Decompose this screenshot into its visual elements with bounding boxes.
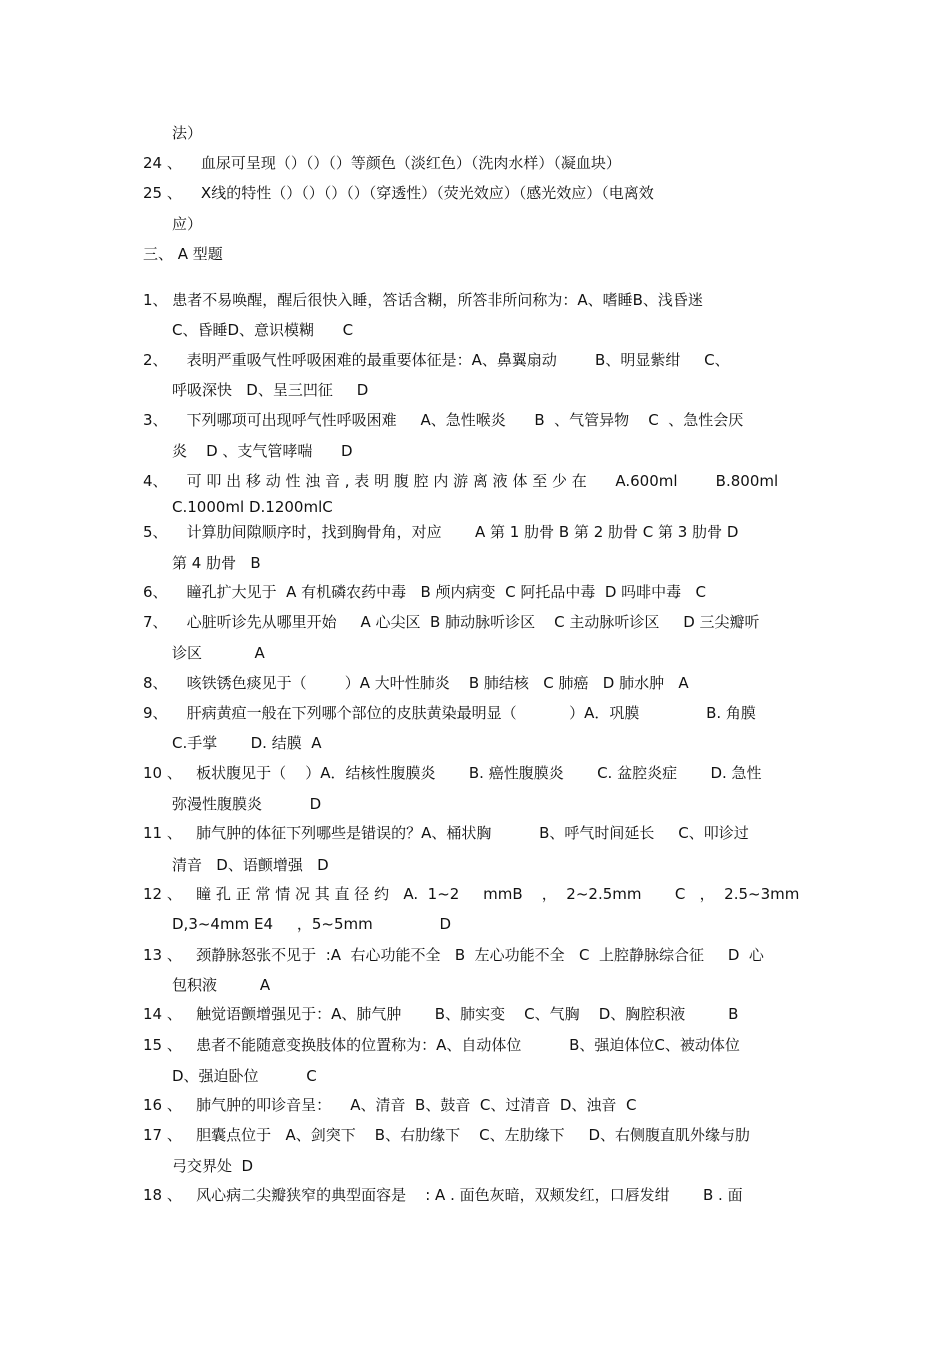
text-line: 呼吸深快 D、呈三凹征 D: [172, 381, 369, 399]
text-line: D,3~4mm E4 ，5~5mm D: [172, 915, 452, 933]
text-line: 第 4 肋骨 B: [172, 554, 261, 572]
text-line: 3、 下列哪项可出现呼气性呼吸困难 A、急性喉炎 B 、气管异物 C 、急性会厌: [143, 411, 744, 429]
text-line: 应）: [172, 215, 203, 233]
text-line: 24 、 血尿可呈现（）（）（）等颜色（淡红色）（洗肉水样）（凝血块）: [143, 154, 621, 172]
text-line: C.手掌 D. 结膜 A: [172, 734, 322, 752]
text-line: 2、 表明严重吸气性呼吸困难的最重要体征是：A、鼻翼扇动 B、明显紫绀 C、: [143, 351, 730, 369]
text-line: 14 、 触觉语颤增强见于：A、肺气肿 B、肺实变 C、气胸 D、胸腔积液 B: [143, 1005, 739, 1023]
text-line: 18 、 风心病二尖瓣狭窄的典型面容是 : A . 面色灰暗，双颊发红，口唇发绀 B . 面: [143, 1186, 743, 1204]
text-line: 1、 患者不易唤醒，醒后很快入睡，答话含糊，所答非所问称为：A、嗜睡B、浅昏迷: [143, 291, 703, 309]
text-line: 7、 心脏听诊先从哪里开始 A 心尖区 B 肺动脉听诊区 C 主动脉听诊区 D 三尖瓣听: [143, 613, 760, 631]
text-line: 6、 瞳孔扩大见于 A 有机磷农药中毒 B 颅内病变 C 阿托品中毒 D 吗啡中毒 C: [143, 583, 706, 601]
text-line: 清音 D、语颤增强 D: [172, 856, 329, 874]
text-line: 炎 D 、支气管哮喘 D: [172, 442, 353, 460]
text-line: 25 、 X线的特性（）（）（）（）（穿透性）（荧光效应）（感光效应）（电离效: [143, 184, 654, 202]
text-line: 16 、 肺气肿的叩诊音呈： A、清音 B、鼓音 C、过清音 D、浊音 C: [143, 1096, 637, 1114]
text-line: 5、 计算肋间隙顺序时，找到胸骨角，对应 A 第 1 肋骨 B 第 2 肋骨 C 第 3 肋骨 D: [143, 523, 739, 541]
text-line: 4、 可 叩 出 移 动 性 浊 音 , 表 明 腹 腔 内 游 离 液 体 至 少 在 A.600ml B.800ml: [143, 472, 779, 490]
text-line: 诊区 A: [172, 644, 265, 662]
text-line: 8、 咳铁锈色痰见于（ ）A 大叶性肺炎 B 肺结核 C 肺癌 D 肺水肿 A: [143, 674, 689, 692]
text-line: 15 、 患者不能随意变换肢体的位置称为：A、自动体位 B、强迫体位C、被动体位: [143, 1036, 740, 1054]
text-line: 弥漫性腹膜炎 D: [172, 795, 322, 813]
section-heading: 三、 A 型题: [143, 245, 223, 263]
text-line: 11 、 肺气肿的体征下列哪些是错误的？A、桶状胸 B、呼气时间延长 C、叩诊过: [143, 824, 749, 842]
text-line: 12 、 瞳 孔 正 常 情 况 其 直 径 约 A. 1~2 mmB ， 2~2.5mm C ， 2.5~3mm: [143, 885, 800, 903]
text-line: 9、 肝病黄疸一般在下列哪个部位的皮肤黄染最明显（ ）A．巩膜 B. 角膜: [143, 704, 756, 722]
text-line: 弓交界处 D: [172, 1157, 254, 1175]
text-line: 法）: [172, 124, 203, 142]
text-line: 13 、 颈静脉怒张不见于 :A 右心功能不全 B 左心功能不全 C 上腔静脉综合征 D 心: [143, 946, 764, 964]
text-line: C.1000ml D.1200mlC: [172, 498, 333, 516]
text-line: D、强迫卧位 C: [172, 1067, 317, 1085]
text-line: 10 、 板状腹见于（ ）A．结核性腹膜炎 B. 癌性腹膜炎 C. 盆腔炎症 D. 急性: [143, 764, 762, 782]
text-line: 17 、 胆囊点位于 A、剑突下 B、右肋缘下 C、左肋缘下 D、右侧腹直肌外缘与肋: [143, 1126, 751, 1144]
text-line: 包积液 A: [172, 976, 271, 994]
text-line: C、昏睡D、意识模糊 C: [172, 321, 354, 339]
